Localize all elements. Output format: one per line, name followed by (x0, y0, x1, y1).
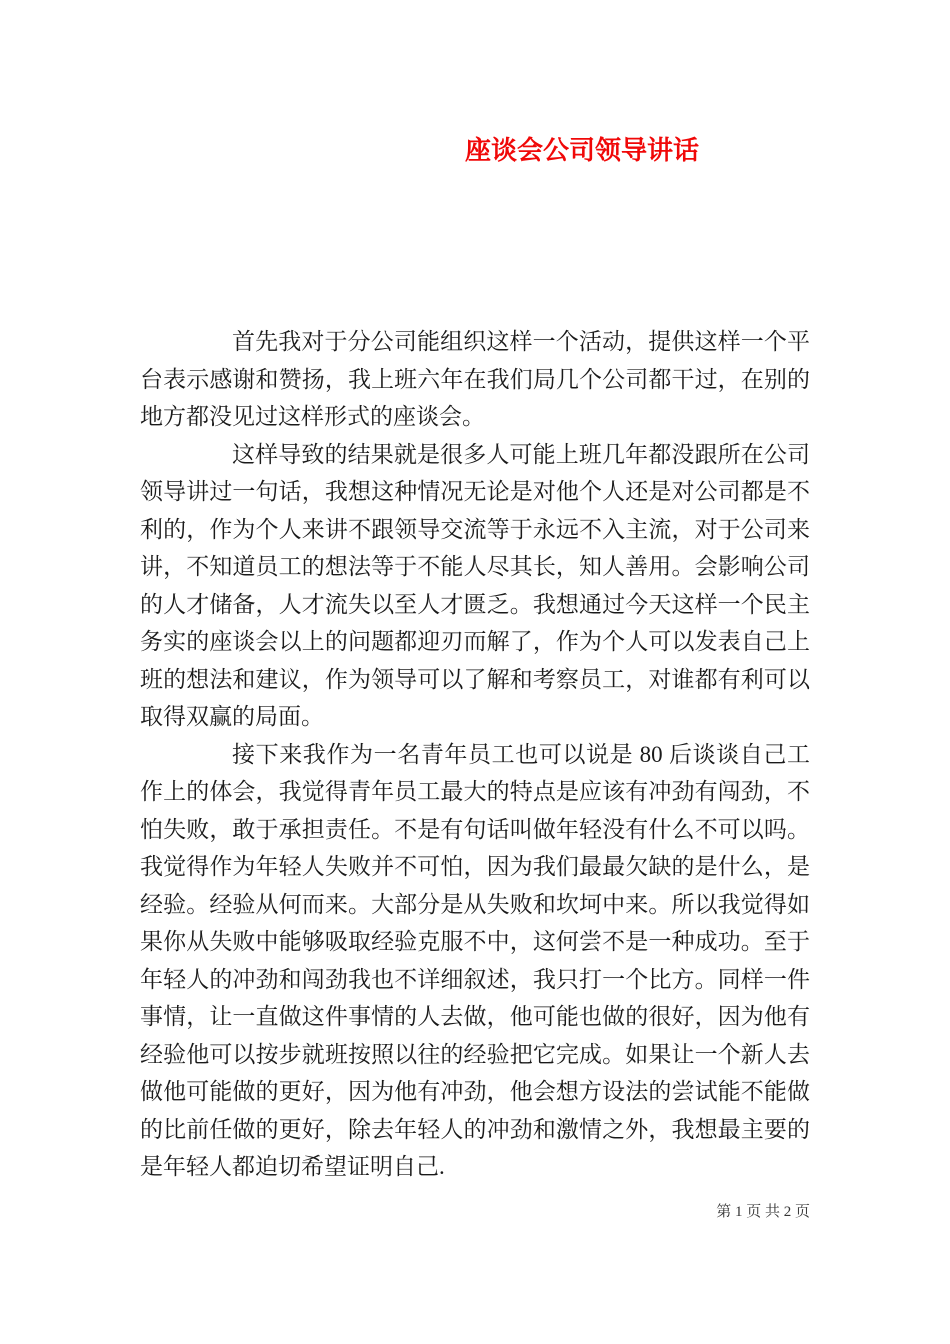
document-title: 座谈会公司领导讲话 (464, 136, 699, 165)
body-paragraph-1: 首先我对于分公司能组织这样一个活动，提供这样一个平台表示感谢和赞扬，我上班六年在我们局几个公司都干过，在别的地方都没见过这样形式的座谈会。 (140, 329, 810, 429)
body-paragraph-2: 这样导致的结果就是很多人可能上班几年都没跟所在公司领导讲过一句话，我想这种情况无论是对他个人还是对公司都是不利的，作为个人来讲不跟领导交流等于永远不入主流，对于公司来讲，不知道员工的想法等于不能人尽其长，知人善用。会影响公司的人才储备，人才流失以至人才匮乏。我想通过今天这样一个民主务实的座谈会以上的问题都迎刃而解了，作为个人可以发表自己上班的想法和建议，作为领导可以了解和考察员工，对谁都有利可以取得双赢的局面。 (140, 441, 810, 729)
document-body (140, 323, 810, 1186)
body-paragraph-3: 接下来我作为一名青年员工也可以说是 80 后谈谈自己工作上的体会，我觉得青年员工最大的特点是应该有冲劲有闯劲，不怕失败，敢于承担责任。不是有句话叫做年轻没有什么不可以吗。我觉得作为年轻人失败并不可怕，因为我们最最欠缺的是什么，是经验。经验从何而来。大部分是从失败和坎坷中来。所以我觉得如果你从失败中能够吸取经验克服不中，这何尝不是一种成功。至于年轻人的冲劲和闯劲我也不详细叙述，我只打一个比方。同样一件事情，让一直做这件事情的人去做，他可能也做的很好，因为他有经验他可以按步就班按照以往的经验把它完成。如果让一个新人去做他可能做的更好，因为他有冲劲，他会想方设法的尝试能不能做的比前任做的更好，除去年轻人的冲劲和激情之外，我想最主要的是年轻人都迫切希望证明自己. (140, 741, 810, 1179)
page-footer (140, 1202, 810, 1222)
page-number-indicator: 第 1 页 共 2 页 (716, 1203, 810, 1220)
